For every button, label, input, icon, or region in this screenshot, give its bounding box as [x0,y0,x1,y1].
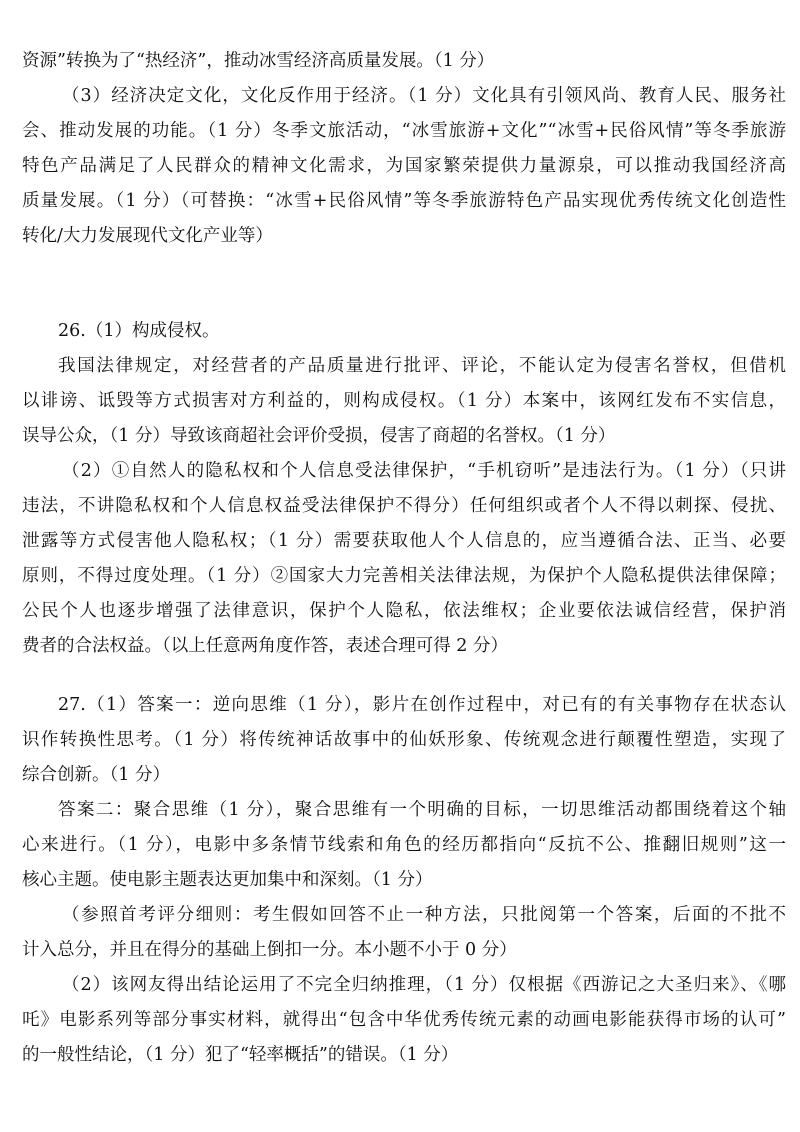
text-line: 识作转换性思考。（1 分）将传统神话故事中的仙妖形象、传统观念进行颠覆性塑造，实现了 [22,730,786,750]
text-line: 质量发展。（1 分）（可替换：“冰雪+民俗风情”等冬季旅游特色产品实现优秀传统文化创造性 [22,191,786,211]
text-line: 原则，不得过度处理。（1 分）②国家大力完善相关法律法规，为保护个人隐私提供法律保障； [22,566,786,586]
question-heading: 27.（1）答案一：逆向思维（1 分），影片在创作过程中，对已有的有关事物存在状态认 [58,695,786,715]
text-line: 转化/大力发展现代文化产业等） [22,226,273,246]
text-line: 会、推动发展的功能。（1 分）冬季文旅活动，“冰雪旅游+文化”“冰雪+民俗风情”等冬季旅游 [22,121,786,141]
text-line: 泄露等方式侵害他人隐私权；（1 分）需要获取他人个人信息的，应当遵循合法、正当、必要 [22,531,786,551]
text-line: 综合创新。（1 分） [22,765,170,785]
answer-section-25 [22,44,786,254]
question-heading: 26.（1）构成侵权。 [58,321,220,341]
text-line: 费者的合法权益。（以上任意两角度作答，表述合理可得 2 分） [22,636,509,656]
text-line: （2）①自然人的隐私权和个人信息受法律保护，“手机窃听”是违法行为。（1 分）（只讲 [62,461,786,481]
text-line: （参照首考评分细则：考生假如回答不止一种方法，只批阅第一个答案，后面的不批不 [62,905,786,925]
text-line: 吒》电影系列等部分事实材料，就得出“包含中华优秀传统元素的动画电影能获得市场的认可” [22,1010,786,1030]
answer-question-26 [22,314,786,664]
text-line: （3）经济决定文化，文化反作用于经济。（1 分）文化具有引领风尚、教育人民、服务社 [62,86,786,106]
text-line: 违法，不讲隐私权和个人信息权益受法律保护不得分）任何组织或者个人不得以刺探、侵扰、 [22,496,786,516]
text-line: 的一般性结论，（1 分）犯了“轻率概括”的错误。（1 分） [22,1045,459,1065]
text-line: 我国法律规定，对经营者的产品质量进行批评、评论，不能认定为侵害名誉权，但借机 [58,356,786,376]
text-line: 以诽谤、诋毁等方式损害对方利益的，则构成侵权。（1 分）本案中，该网红发布不实信息， [22,391,786,411]
text-line: 公民个人也逐步增强了法律意识，保护个人隐私，依法维权；企业要依法诚信经营，保护消 [22,601,786,621]
text-line: 答案二：聚合思维（1 分），聚合思维有一个明确的目标，一切思维活动都围绕着这个轴 [58,800,786,820]
text-line: 误导公众，（1 分）导致该商超社会评价受损，侵害了商超的名誉权。（1 分） [22,426,616,446]
text-line: 心来进行。（1 分），电影中多条情节线索和角色的经历都指向“反抗不公、推翻旧规则”这一 [22,835,786,855]
answer-question-27 [22,688,786,1073]
text-line: 特色产品满足了人民群众的精神文化需求，为国家繁荣提供力量源泉，可以推动我国经济高 [22,156,786,176]
text-line: 核心主题。使电影主题表达更加集中和深刻。（1 分） [22,870,433,890]
text-line: 资源”转换为了“热经济”，推动冰雪经济高质量发展。（1 分） [22,51,495,71]
text-line: 计入总分，并且在得分的基础上倒扣一分。本小题不小于 0 分） [22,940,517,960]
text-line: （2）该网友得出结论运用了不完全归纳推理，（1 分）仅根据《西游记之大圣归来》、《哪 [62,975,786,995]
